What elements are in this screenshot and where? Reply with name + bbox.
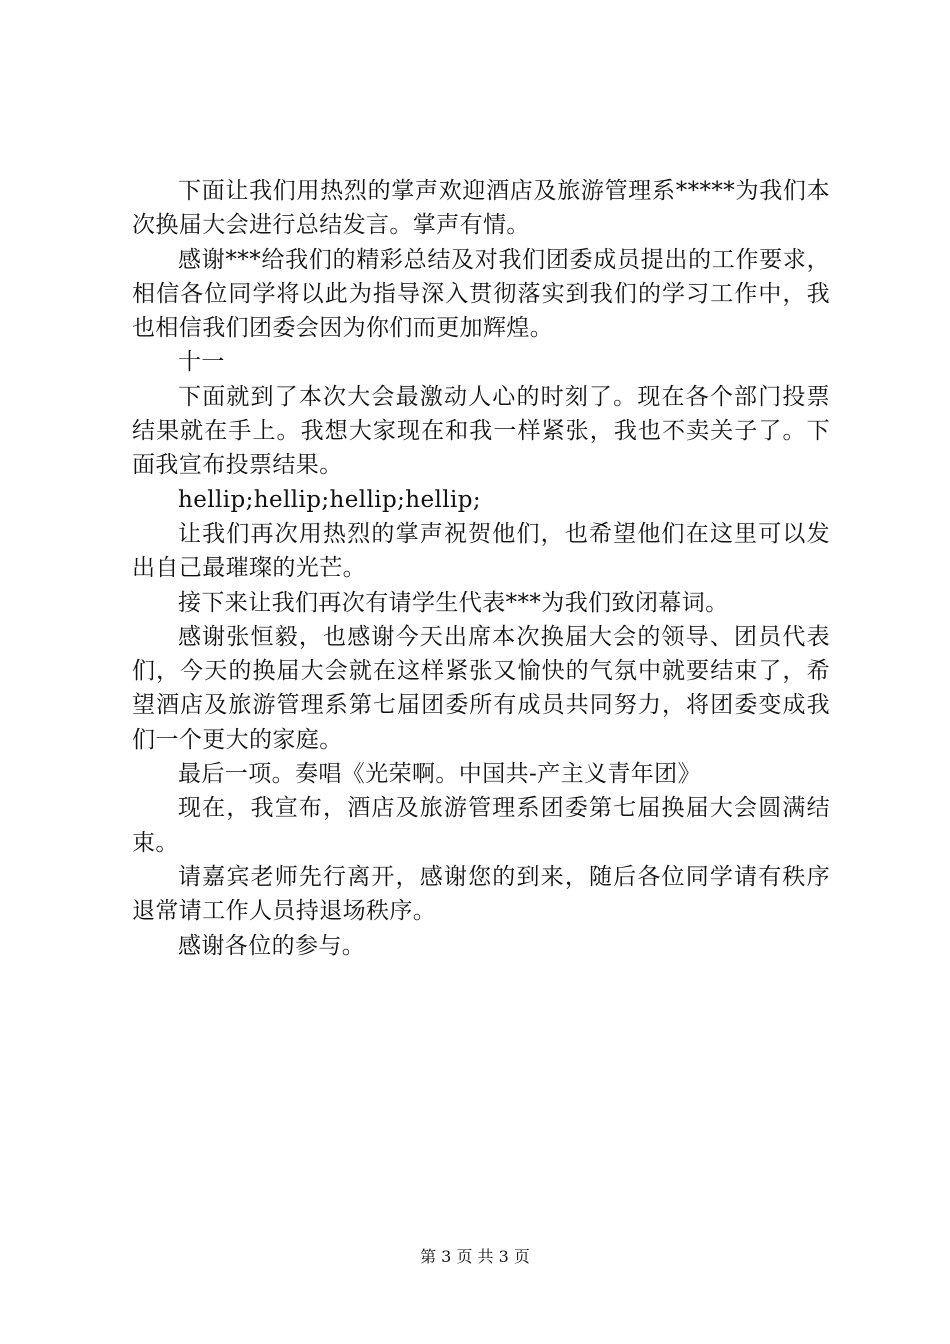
paragraph-thanks-summary: 感谢***给我们的精彩总结及对我们团委成员提出的工作要求，相信各位同学将以此为指导深入贯彻落实到我们的学习工作中，我也相信我们团委会因为你们而更加辉煌。 bbox=[132, 246, 830, 342]
page-number-footer: 第 3 页 共 3 页 bbox=[420, 1247, 530, 1266]
paragraph-congratulations: 让我们再次用热烈的掌声祝贺他们，也希望他们在这里可以发出自己最璀璨的光芒。 bbox=[132, 520, 830, 582]
paragraph-thanks-closing: 感谢张恒毅，也感谢今天出席本次换届大会的领导、团员代表们，今天的换届大会就在这样紧张又愉快的气氛中就要结束了，希望酒店及旅游管理系第七届团委所有成员共同努力，将团委变成我们一个更大的家庭。 bbox=[132, 623, 830, 753]
paragraph-exit-instructions: 请嘉宾老师先行离开，感谢您的到来，随后各位同学请有秩序退常请工作人员持退场秩序。 bbox=[132, 863, 830, 925]
document-body bbox=[132, 174, 830, 963]
section-number: 十一 bbox=[178, 349, 225, 376]
paragraph-conclusion: 现在，我宣布，酒店及旅游管理系团委第七届换届大会圆满结束。 bbox=[132, 795, 830, 856]
paragraph-closing-speech-invite: 接下来让我们再次有请学生代表***为我们致闭幕词。 bbox=[178, 589, 729, 616]
paragraph-final-thanks: 感谢各位的参与。 bbox=[178, 932, 366, 959]
paragraph-ellipsis: hellip;hellip;hellip;hellip; bbox=[178, 486, 482, 513]
paragraph-anthem: 最后一项。奏唱《光荣啊。中国共-产主义青年团》 bbox=[178, 761, 701, 788]
paragraph-vote-announcement: 下面就到了本次大会最激动人心的时刻了。现在各个部门投票结果就在手上。我想大家现在和我一样紧张，我也不卖关子了。下面我宣布投票结果。 bbox=[132, 383, 830, 479]
paragraph-welcome-summary: 下面让我们用热烈的掌声欢迎酒店及旅游管理系*****为我们本次换届大会进行总结发言。掌声有情。 bbox=[132, 178, 830, 239]
